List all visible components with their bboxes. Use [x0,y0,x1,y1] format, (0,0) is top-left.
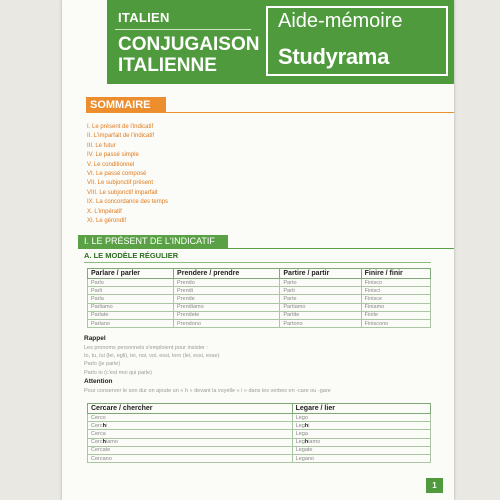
attention-text: Pour conserver le son dur on ajoute un « h » devant la voyelle « i » dans les verbes en -care ou -gare [84,387,331,394]
table-cell: Parlate [88,311,174,319]
toc-item: XI. Le gérondif [87,218,127,225]
page-title [118,34,259,76]
sommaire-heading: SOMMAIRE [90,99,151,111]
note-line: Io, tu, lui (lei, egli), lei, noi, voi, essi, loro (lei, essi, esse) [84,353,220,360]
subject-label: ITALIEN [118,10,170,25]
toc-item: IV. Le passé simple [87,152,139,159]
series-title: Aide-mémoire [278,10,403,32]
table-cell [88,414,293,422]
table-row [88,446,431,454]
subsection-title: A. LE MODÈLE RÉGULIER [84,251,179,260]
table-cell: Finisco [361,279,430,287]
cell-h-highlight: h [304,422,309,429]
table-cell: Parte [280,295,361,303]
table-cell: Parlano [88,319,174,327]
table-cell [292,430,430,438]
table-cell: Parli [88,287,174,295]
table-cell: Finisci [361,287,430,295]
table-cell: Parliamo [88,303,174,311]
column-header: Cercare / chercher [88,404,293,414]
table-cell: Finite [361,311,430,319]
table-row [88,295,431,303]
table-cell: Partiamo [280,303,361,311]
table-cell: Finiscono [361,319,430,327]
toc-item: I. Le présent de l'indicatif [87,124,154,130]
cell-ending: iamo [308,439,321,446]
table-body [88,414,431,463]
table-cell [292,422,430,430]
section-rule [78,248,454,249]
cell-h-highlight: h [102,422,106,429]
table-row [88,287,431,295]
toc-item: X. L'impératif [87,208,122,215]
table-cell [88,446,293,454]
cell-stem: Lega [295,430,308,437]
toc-item: III. Le futur [87,142,116,149]
table-cell: Prende [174,295,280,303]
conjugation-table-regular [87,268,431,328]
table-cell: Partono [280,319,361,327]
table-cell [88,454,293,462]
table-cell: Parto [280,279,361,287]
column-header: Finire / finir [361,269,430,279]
table-row [88,414,431,422]
toc-item: IX. La concordance des temps [87,199,169,206]
table-cell: Prendono [174,319,280,327]
cell-h-highlight: h [102,439,106,446]
cell-ending: iamo [106,439,118,446]
cell-stem: Cerca [91,430,106,437]
cell-stem: Lego [295,414,308,421]
table-cell [88,438,293,446]
cell-stem: Cerc [91,439,103,446]
table-cell: Prendo [174,279,280,287]
sommaire-rule [86,112,454,113]
brand-logo: Studyrama [278,44,390,69]
title-line-1: CONJUGAISON [118,34,260,55]
table-row [88,430,431,438]
cell-stem: Cerc [91,422,103,429]
table-cell [88,430,293,438]
column-header: Legare / lier [292,404,430,414]
table-cell [292,446,430,454]
table-body [88,279,431,328]
series-box [266,6,448,76]
page-number: 1 [426,478,443,493]
title-line-2: ITALIENNE [118,55,217,76]
rappel-heading: Rappel [84,335,106,342]
cell-h-highlight: h [304,439,309,446]
table-row [88,454,431,462]
column-header: Parlare / parler [88,269,174,279]
column-header: Partire / partir [280,269,361,279]
toc-item: VII. Le subjonctif présent [87,180,154,187]
header-banner [107,0,454,84]
table-cell: Prendiamo [174,303,280,311]
cell-stem: Legano [295,455,314,462]
table-cell: Prendete [174,311,280,319]
toc-item: VIII. Le subjonctif imparfait [87,189,158,196]
table-cell: Finisce [361,295,430,303]
cell-stem: Cercate [91,447,111,454]
cell-stem: Cercano [91,455,112,462]
subsection-rule [84,262,431,263]
header-divider [115,29,251,30]
section-title: I. LE PRÉSENT DE L'INDICATIF [84,236,215,246]
notes-block [84,334,444,395]
table-cell: Parti [280,287,361,295]
table-cell: Parla [88,295,174,303]
table-cell: Partite [280,311,361,319]
table-row [88,303,431,311]
cell-ending: i [308,422,310,429]
table-cell [292,438,430,446]
table-cell: Parlo [88,279,174,287]
table-row [88,319,431,327]
toc-item: II. L'imparfait de l'indicatif [87,133,154,140]
conjugation-table-care-gare [87,403,431,463]
table-cell [292,454,430,462]
table-row [88,311,431,319]
cell-stem: Leg [295,422,305,429]
toc-item: VI. Le passé composé [87,171,147,178]
note-line: Parlo (je parle) [84,361,121,368]
column-header: Prendere / prendre [174,269,280,279]
table-row [88,279,431,287]
toc-item: V. Le conditionnel [87,161,135,168]
document-page [62,0,454,500]
cell-ending: i [106,422,108,429]
table-cell [88,422,293,430]
table-cell: Finiamo [361,303,430,311]
cell-stem: Leg [295,439,305,446]
note-line: Parlo io (c'est moi qui parle) [84,369,152,376]
table-row [88,422,431,430]
table-of-contents [87,123,168,226]
table-row [88,438,431,446]
note-line: Les pronoms personnels s'emploient pour insister : [84,345,208,351]
cell-stem: Legate [295,447,313,454]
attention-heading: Attention [84,377,113,385]
cell-stem: Cerco [91,414,106,421]
table-cell [292,414,430,422]
table-cell: Prendi [174,287,280,295]
